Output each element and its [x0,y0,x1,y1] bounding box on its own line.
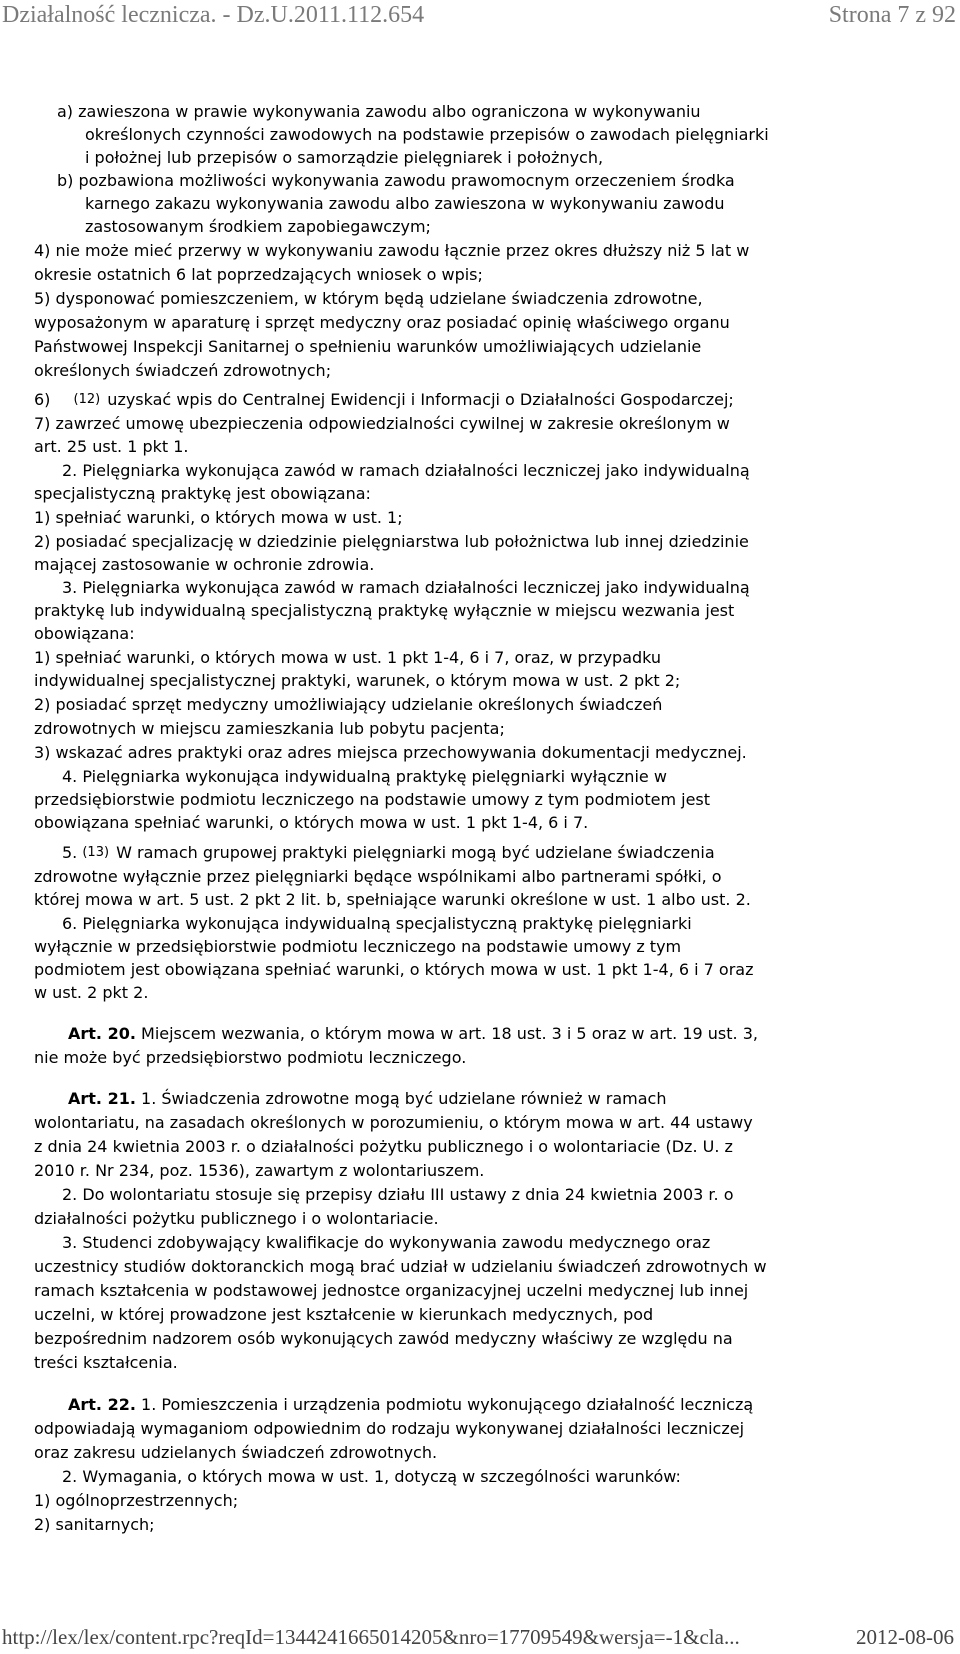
item-number: 6) [34,390,51,409]
text-line: z dnia 24 kwietnia 2003 r. o działalności pożytku publicznego i o wolontariacie (Dz. U. z [34,1137,733,1156]
item-text: W ramach grupowej praktyki pielęgniarki mogą być udzielane świadczenia [116,843,715,862]
text-line: 2) posiadać sprzęt medyczny umożliwiający udzielanie określonych świadczeń [34,695,663,714]
text-line: 2) sanitarnych; [34,1515,155,1534]
text-line: działalności pożytku publicznego i o wolontariacie. [34,1209,439,1228]
text-line: karnego zakazu wykonywania zawodu albo zawieszona w wykonywaniu zawodu [85,194,725,213]
text-line: ramach kształcenia w podstawowej jednostce organizacyjnej uczelni medycznej lub innej [34,1281,749,1300]
text-line [62,842,715,866]
text-line: 4) nie może mieć przerwy w wykonywaniu zawodu łącznie przez okres dłuższy niż 5 lat w [34,241,750,260]
text-line: 7) zawrzeć umowę ubezpieczenia odpowiedzialności cywilnej w zakresie określonym w [34,414,730,433]
text-line: 2. Pielęgniarka wykonująca zawód w ramach działalności leczniczej jako indywidualną [62,461,750,480]
text-line: zdrowotne wyłącznie przez pielęgniarki będące wspólnikami albo partnerami spółki, o [34,867,722,886]
text-line: zdrowotnych w miejscu zamieszkania lub pobytu pacjenta; [34,719,505,738]
text-line: nie może być przedsiębiorstwo podmiotu leczniczego. [34,1048,467,1067]
text-line: treści kształcenia. [34,1353,178,1372]
text-line [34,389,734,413]
text-line: której mowa w art. 5 ust. 2 pkt 2 lit. b, spełniające warunki określone w ust. 1 albo ust. 2. [34,890,751,909]
text-line: 1) ogólnoprzestrzennych; [34,1491,239,1510]
text-line: indywidualnej specjalistycznej praktyki, warunek, o którym mowa w ust. 2 pkt 2; [34,671,681,690]
page-number: Strona 7 z 92 [828,2,956,28]
text-line: odpowiadają wymaganiom odpowiednim do rodzaju wykonywanej działalności leczniczej [34,1419,745,1438]
text-line: 5) dysponować pomieszczeniem, w którym będą udzielane świadczenia zdrowotne, [34,289,703,308]
text-line: obowiązana spełniać warunki, o których mowa w ust. 1 pkt 1-4, 6 i 7. [34,813,589,832]
text-line: praktykę lub indywidualną specjalistyczną praktykę wyłącznie w miejscu wezwania jest [34,601,735,620]
article-20 [68,1023,758,1045]
text-line: w ust. 2 pkt 2. [34,983,149,1002]
text-line: 4. Pielęgniarka wykonująca indywidualną praktykę pielęgniarki wyłącznie w [62,767,667,786]
text-line: zastosowanym środkiem zapobiegawczym; [85,217,431,236]
text-line: określonych czynności zawodowych na podstawie przepisów o zawodach pielęgniarki [85,125,769,144]
text-line: 1) spełniać warunki, o których mowa w ust. 1 pkt 1-4, 6 i 7, oraz, w przypadku [34,648,662,667]
text-line: art. 25 ust. 1 pkt 1. [34,437,189,456]
source-url-link[interactable]: http://lex/lex/content.rpc?reqId=1344241665014205&nro=17709549&wersja=-1&cla... [2,1625,740,1649]
article-label: Art. 22. [68,1395,136,1414]
text-line: uczestnicy studiów doktoranckich mogą brać udział w udzielaniu świadczeń zdrowotnych w [34,1257,767,1276]
text-line: 3. Pielęgniarka wykonująca zawód w ramach działalności leczniczej jako indywidualną [62,578,750,597]
print-date: 2012-08-06 [856,1625,954,1649]
text-line: b) pozbawiona możliwości wykonywania zawodu prawomocnym orzeczeniem środka [57,171,735,190]
article-label: Art. 20. [68,1024,136,1043]
text-line: 2. Wymagania, o których mowa w ust. 1, dotyczą w szczególności warunków: [62,1467,681,1486]
text-line: obowiązana: [34,624,135,643]
text-line: oraz zakresu udzielanych świadczeń zdrowotnych. [34,1443,438,1462]
text-line: 2. Do wolontariatu stosuje się przepisy działu III ustawy z dnia 24 kwietnia 2003 r. o [62,1185,734,1204]
text-line: 2010 r. Nr 234, poz. 1536), zawartym z wolontariuszem. [34,1161,485,1180]
text-line: Państwowej Inspekcji Sanitarnej o spełnieniu warunków umożliwiających udzielanie [34,337,702,356]
text-line: wyposażonym w aparaturę i sprzęt medyczny oraz posiadać opinię właściwego organu [34,313,730,332]
text-line: bezpośrednim nadzorem osób wykonujących zawód medyczny właściwy ze względu na [34,1329,733,1348]
text-line: 1. Pomieszczenia i urządzenia podmiotu wykonującego działalność leczniczą [141,1395,754,1414]
item-text: uzyskać wpis do Centralnej Ewidencji i Informacji o Działalności Gospodarczej; [107,390,734,409]
text-line: przedsiębiorstwie podmiotu leczniczego na podstawie umowy z tym podmiotem jest [34,790,711,809]
article-label: Art. 21. [68,1089,136,1108]
page-footer [0,1625,960,1653]
footnote-ref[interactable]: (12) [73,392,101,407]
text-line: Miejscem wezwania, o którym mowa w art. 18 ust. 3 i 5 oraz w art. 19 ust. 3, [141,1024,758,1043]
text-line: wolontariatu, na zasadach określonych w porozumieniu, o którym mowa w art. 44 ustawy [34,1113,753,1132]
article-22 [68,1394,753,1416]
text-line: uczelni, w której prowadzone jest kształcenie w kierunkach medycznych, pod [34,1305,654,1324]
text-line: okresie ostatnich 6 lat poprzedzających wniosek o wpis; [34,265,483,284]
text-line: 2) posiadać specjalizację w dziedzinie pielęgniarstwa lub położnictwa lub innej dziedzinie [34,532,749,551]
page-header [0,2,960,32]
text-line: a) zawieszona w prawie wykonywania zawodu albo ograniczona w wykonywaniu [57,102,701,121]
item-number: 5. [62,843,78,862]
text-line: 3. Studenci zdobywający kwalifikacje do wykonywania zawodu medycznego oraz [62,1233,711,1252]
text-line: 3) wskazać adres praktyki oraz adres miejsca przechowywania dokumentacji medycznej. [34,743,747,762]
text-line: mającej zastosowanie w ochronie zdrowia. [34,555,375,574]
text-line: 1. Świadczenia zdrowotne mogą być udzielane również w ramach [141,1089,667,1108]
text-line: 6. Pielęgniarka wykonująca indywidualną specjalistyczną praktykę pielęgniarki [62,914,692,933]
text-line: podmiotem jest obowiązana spełniać warunki, o których mowa w ust. 1 pkt 1-4, 6 i 7 oraz [34,960,754,979]
footnote-ref[interactable]: (13) [82,845,110,860]
document-title: Działalność lecznicza. - Dz.U.2011.112.654 [2,2,425,28]
text-line: wyłącznie w przedsiębiorstwie podmiotu leczniczego na podstawie umowy z tym [34,937,682,956]
text-line: specjalistyczną praktykę jest obowiązana: [34,484,371,503]
text-line: określonych świadczeń zdrowotnych; [34,361,332,380]
text-line: 1) spełniać warunki, o których mowa w ust. 1; [34,508,403,527]
article-21 [68,1088,666,1110]
text-line: i położnej lub przepisów o samorządzie pielęgniarek i położnych, [85,148,604,167]
